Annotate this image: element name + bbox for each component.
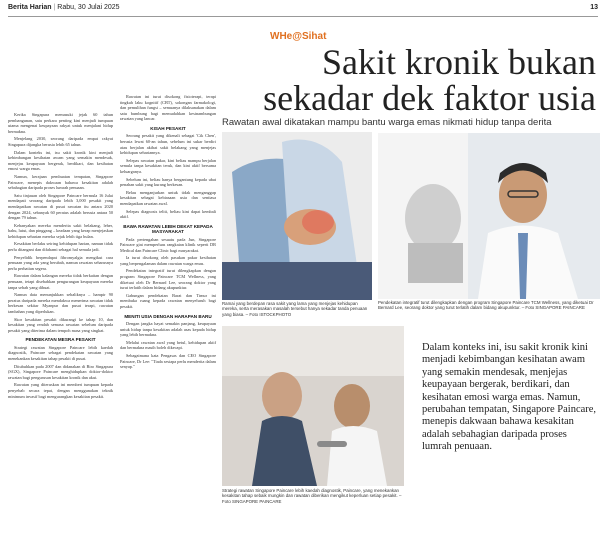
subhead-patient-friendly: PENDEKATAN MESRA PESAKIT [25,337,96,343]
subhead-patient-story: KISAH PESAKIT [150,125,186,131]
paragraph: Seorang pesakit yang dikenali sebagai 'Cik Chen', berusia lewat 60-an tahun, sebelum ini sukar berdiri atau berjalan akibat sakit belakang yang menjejas kehidupan sehariannya. [120,133,216,156]
pull-quote: Dalam konteks ini, isu sakit kronik kini menjadi kebimbangan kesihatan awam yang semakin mendesak, menjejas keupayaan bergerak, berdikari, dan kesihatan emosi warga emas. Namun, perubahan tempatan, Singapore Paincare, menepis dakwaan bahawa kesakitan adalah sebahagian daripada proses lumrah penuaan. [422,342,597,453]
paragraph: Dengan jangka hayat semakin panjang, keupayaan untuk hidup tanpa kesakitan adalah asas kepada hidup yang lebih bermakna. [120,321,216,338]
doctor-illustration [378,133,600,299]
publication-name: Berita Harian [8,4,52,11]
back-pain-illustration [222,132,372,300]
page-number: 13 [590,4,598,11]
headline-line-2: sekadar dek faktor usia [263,78,596,118]
paragraph: Skor kesakitan pesakit dikurangi ke tahap 10, dan kesakitan yang rendah semasa rawatan sebelum daripada pesakit yang diterima dalam tempoh masa yang singkat. [8,316,113,333]
paragraph: Melalui rawatan awal yang betul, kehidupan aktif dan bermakna masih boleh dikecapi. [120,339,216,351]
paragraph: Rawatan ini turut disokong fisioterapi, terapi tingkah laku kognitif (CBT), sokongan farmakologi, dan pemulihan fungsi – semuanya dilaksanakan dalam satu bumbung bagi memudahkan kesinambungan rawatan yang lancar. [120,94,216,122]
paragraph: Sebelum ini, beliau hanya bergantung kepada ubat penahan sakit yang kurang berkesan. [120,176,216,188]
paragraph: Namun, kerajaan pembuatan tempatan, Singapore Paincare, menepis dakwaan bahawa kesakitan adalah sebahagian daripada proses lumrah penuaan. [8,173,113,191]
column-1 [8,112,113,401]
treatment-photo [222,326,404,486]
subhead-new-hope: MENITI USIA DENGAN HARAPAN BARU [124,313,212,319]
paragraph: Ditubuhkan pada 2007 dan didanakan di Biro Singapura (SGX), Singapore Paincare menghidupkan doktor-doktor rawatan bagi pengurusan kesakitan kronik dan akut. [8,363,113,380]
paragraph: Satu tinjauan oleh Singapore Paincare bermula 16 Julai mendapati seorang daripada lebih 3,000 pesakit yang mendapatkan rawatan di pusat rawatan itu antara 2020 dengan 2024, sebanyak 60 peratus adalah berusia antara 50 dengan 79 tahun. [8,192,113,221]
header-separator: | [53,4,58,11]
paragraph: Menjelang 2030, seorang daripada empat rakyat Singapura dijangka berusia lebih 65 tahun. [8,136,113,147]
headline [206,44,596,116]
paragraph: Penyelidik berpendapat fibromyalgia mengikut cara penuaan yang ada yang berubah, namun rawatan seharusnya perlu perhatian segera. [8,254,113,271]
paragraph: Pendekatan integratif turut dilengkapkan dengan program Singapore Paincare TCM Wellness, yang diketuai oleh Dr Bernard Lee, seorang doktor yang turut terlatih dalam bidang akupunktur. [120,268,216,291]
column-1-body [8,112,113,333]
paragraph: Strategi rawatan Singapore Paincare lebih kaedah diagnostik, Paincare sebagai pendekatan rawatan yang menekankan kesakitan tahap pesakit di pusat. [8,344,113,361]
paragraph: Kerika Singapura memasuki jejak 60 tahun pembangunan, satu perkara penting kini menjadi tumpuan utama mengenai keupayaan rakyat untuk menjalani hidup bermakna. [8,112,113,134]
paragraph: Kebanyakan mereka menderita sakit belakang, leher, bahu, lutut, dan pinggang – keadaan yang kerap menjejaskan kehidupan seharian mereka sejak lebih tiga bulan. [8,222,113,239]
subhead-community: BAWA RAWATAN LEBIH DEKAT KEPADA MASYARAKAT [123,223,213,235]
paragraph: Namun data menunjukkan sebaliknya – hampir 90 peratus daripada mereka mendakwa menerima rawatan tidak berkesan sekitar Myanpur dan pusat terapi, rawatan tambahan yang diperlukan. [8,292,113,314]
paragraph: Dalam konteks ini, isu sakit kronik kini menjadi kebimbangan kesihatan awam yang semakin mendesak, menjejas keupayaan bergerak, berdikari, dan kesihatan emosi warga emas. [8,149,113,172]
paragraph: Ia turut disokong oleh pasukan pakar kesihatan yang berpengalaman dalam rawatan warga emas. [120,255,216,266]
caption-doctor: Pendekatan integratif turut dilengkapkan dengan program Singapore Paincare TCM Wellness, yang diketuai Dr Bernard Lee, seorang doktor yang turut terlatih dalam bidang akupunktur. – Foto SINGAPORE PAINCARE [378,300,594,311]
column-2 [120,94,216,372]
caption-treatment: Strategi rawatan Singapore Paincare lebih kaedah diagnostik, Paincare, yang menekankan kesakitan tahap sebaik mungkin dan rawatan diberikan mengikut keperluan setiap pesakit. – Foto SINGAPORE PAINCARE [222,488,402,504]
issue-date: Rabu, 30 Julai 2025 [57,4,120,11]
caption-back-pain: Ramai yang berdepan rasa sakit yang lama yang menjejas kehidupan mereka, serta merasakan masalah tersebut hanya sekadar tanda penuaan yang biasa. – Foto ISTOCKPHOTO [222,301,368,317]
back-pain-photo [222,132,372,300]
paragraph: Selepas rawatan pakar, kini beliau mampu berjalan semula tanpa kesakitan teruk, dan kini aktif bersama keluarganya. [120,157,216,174]
paragraph: Rawatan dalam kalangan mereka tidak berkaitan dengan penuaan, tetapi disebabkan pengurangan keupayaan mereka tanpa sebab yang dibuat. [8,273,113,290]
doctor-photo [378,133,600,299]
paragraph: Selepas diagnosis teliti, beliau kini dapat kembali aktif. [120,208,216,220]
paragraph: Gabungan pendekatan Barat dan Timur ini membuka ruang kepada rawatan menyeluruh bagi pesakit. [120,292,216,310]
paragraph: Pada pertengahan sesuatu pada Jun, Singapore Paincare giat memperluas rangkaian klinik seperti DR Medical dan Paincare Clinic bagi masyarakat. [120,236,216,253]
paragraph: Kesakitan berlaku seiring kehidupan harian, namun tidak perlu ditangani dan difahami sebagai hal semula jadi. [8,241,113,253]
paragraph: Sebagaimana kata Pengasas dan CEO Singapore Paincare, Dr Lee: "Tiada sesiapa perlu menderita dalam senyap." [120,353,216,370]
treatment-illustration [222,326,404,486]
header-rule [8,16,598,17]
paragraph: Rawatan yang diteruskan ini memberi tumpuan kepada penyebab secara tepat, dengan menggunakan teknik minimum invasif bagi mengurangkan kesakitan pesakit. [8,382,113,399]
standfirst: Rawatan awal dikatakan mampu bantu warga emas nikmati hidup tanpa derita [222,117,552,128]
paragraph: Belau menganjurkan untuk tidak menganggap kesakitan sebagai kebiasaan usia dan sentiasa mendapatkan rawatan awal. [120,189,216,206]
section-kicker: WHe@Sihat [270,31,327,42]
headline-line-1: Sakit kronik bukan [322,42,596,82]
